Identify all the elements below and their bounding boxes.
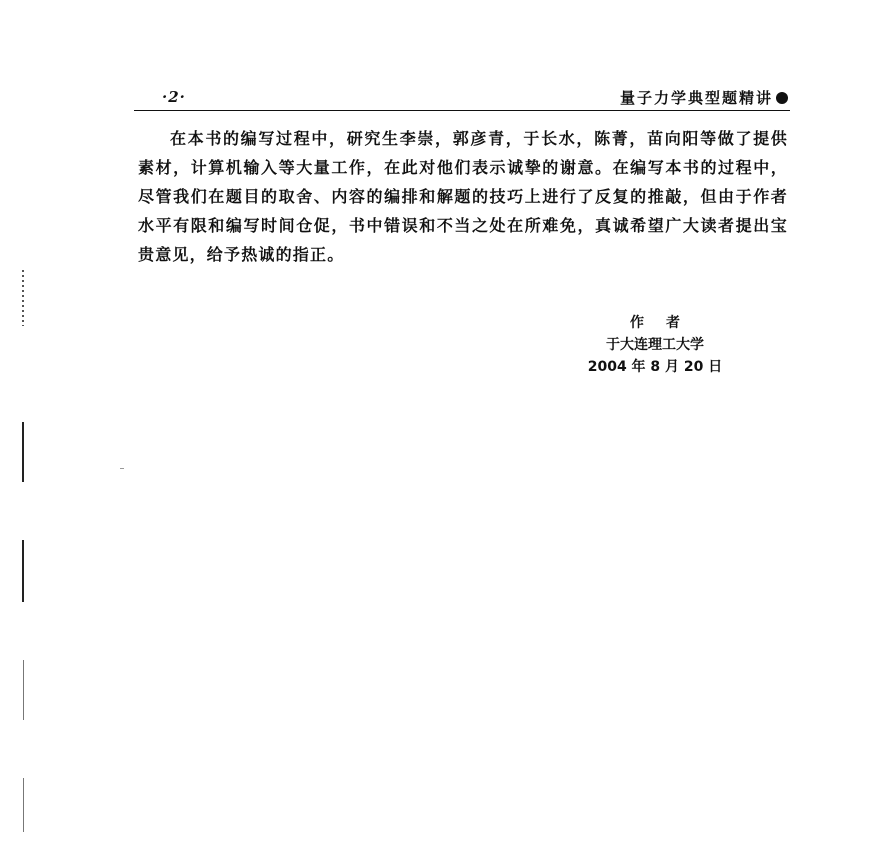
scan-speckle [22, 270, 24, 326]
page-number: ·2· [162, 88, 186, 106]
running-title [620, 87, 788, 108]
header-rule [134, 110, 790, 111]
signature-date: 2004 年 8 月 20 日 [587, 359, 723, 375]
running-header [134, 84, 790, 112]
signature-author: 作者 [630, 315, 702, 331]
book-title: 量子力学典型题精讲 [619, 89, 773, 107]
scan-line-artifact [23, 778, 24, 832]
preface-paragraph: 在本书的编写过程中，研究生李崇，郭彦青，于长水，陈菁，苗向阳等做了提供素材，计算机输入等大量工作，在此对他们表示诚挚的谢意。在编写本书的过程中，尽管我们在题目的取舍、内容的编排和解题的技巧上进行了反复的推敲，但由于作者水平有限和编写时间仓促，书中错误和不当之处在所难免，真诚希望广大读者提出宝贵意见，给予热诚的指正。 [138, 129, 788, 264]
scan-line-artifact [22, 422, 24, 482]
signature-place: 于大连理工大学 [606, 337, 704, 353]
scan-dust [120, 468, 124, 469]
signature-block [560, 312, 750, 378]
scan-line-artifact [22, 540, 24, 602]
scan-line-artifact [23, 660, 24, 720]
filled-circle-icon [776, 92, 788, 104]
